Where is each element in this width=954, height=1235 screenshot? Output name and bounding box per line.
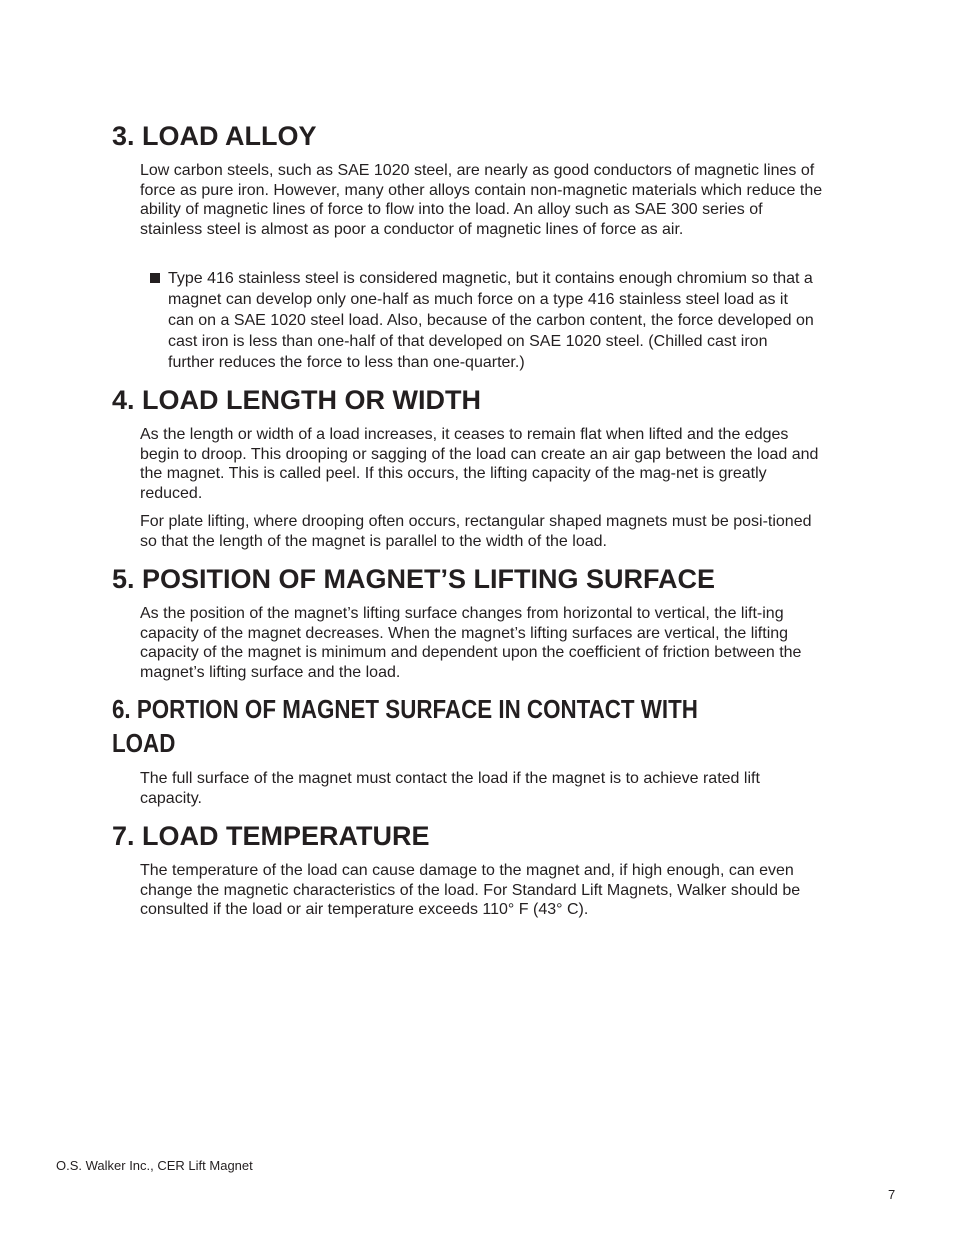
- section-6-paragraph-1: The full surface of the magnet must contact the load if the magnet is to achieve rated lift capacity.: [140, 770, 760, 807]
- section-7-paragraph-1: The temperature of the load can cause damage to the magnet and, if high enough, can even change the magnetic characteristics of the load. For Standard Lift Magnets, Walker should be consulted if the load or air temperature exceeds 110° F (43° C).: [140, 862, 801, 918]
- section-3-title: 3. LOAD ALLOY: [112, 121, 317, 151]
- section-4-paragraph-2: For plate lifting, where drooping often occurs, rectangular shaped magnets must be posi-tioned so that the length of the magnet is parallel to the width of the load.: [140, 513, 812, 550]
- section-4-title: 4. LOAD LENGTH OR WIDTH: [112, 385, 481, 415]
- section-4-paragraph-1: As the length or width of a load increases, it ceases to remain flat when lifted and the edges begin to droop. This drooping or sagging of the load can create an air gap between the load and the magnet. This is called peel. If this occurs, the lifting capacity of the mag-net is greatly reduced.: [140, 426, 819, 502]
- page-number: 7: [888, 1187, 896, 1202]
- section-7-title: 7. LOAD TEMPERATURE: [112, 821, 430, 851]
- section-6-title-line-2: LOAD: [112, 728, 176, 758]
- section-6-title-line-1: 6. PORTION OF MAGNET SURFACE IN CONTACT WITH: [112, 694, 698, 724]
- section-5-paragraph-1: As the position of the magnet’s lifting surface changes from horizontal to vertical, the lift-ing capacity of the magnet decreases. When the magnet’s lifting surfaces are vertical, the lifting capacity of the magnet is minimum and dependent upon the coefficient of friction between the magnet’s lifting surface and the load.: [140, 605, 802, 681]
- square-bullet-icon: [150, 273, 160, 283]
- section-5-title: 5. POSITION OF MAGNET’S LIFTING SURFACE: [112, 564, 716, 594]
- section-3-bullet-text: Type 416 stainless steel is considered magnetic, but it contains enough chromium so that a magnet can develop only one-half as much force on a type 416 stainless steel load as it can on a SAE 1020 steel load. Also, because of the carbon content, the force developed on cast iron is less than one-half of that developed on SAE 1020 steel. (Chilled cast iron further reduces the force to less than one-quarter.): [168, 270, 814, 371]
- section-3-paragraph-1: Low carbon steels, such as SAE 1020 steel, are nearly as good conductors of magnetic lines of force as pure iron. However, many other alloys contain non-magnetic materials which reduce the ability of magnetic lines of force to flow into the load. An alloy such as SAE 300 series of stainless steel is almost as poor a conductor of magnetic lines of force as air.: [140, 162, 823, 238]
- footer-document-title: O.S. Walker Inc., CER Lift Magnet: [56, 1158, 253, 1173]
